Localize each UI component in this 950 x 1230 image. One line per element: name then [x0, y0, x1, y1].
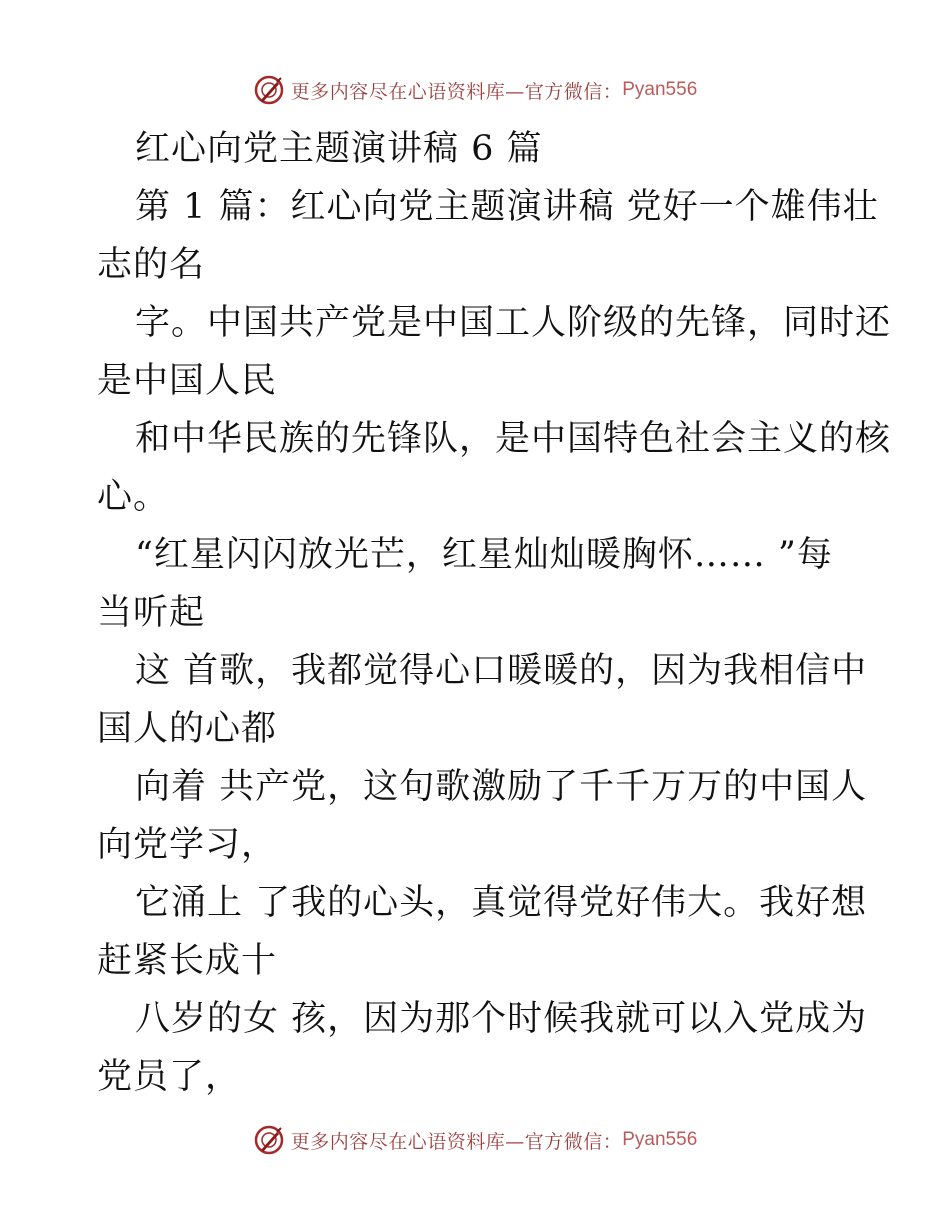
text-line: 它涌上 了我的心头，真觉得党好伟大。我好想	[135, 883, 868, 923]
text-line: “红星闪闪放光芒，红星灿灿暖胸怀…… ”每	[135, 535, 833, 575]
document-title: 红心向党主题演讲稿 6 篇	[135, 129, 543, 169]
header-banner-text: 更多内容尽在心语资料库—官方微信：	[290, 80, 623, 103]
text-line: 八岁的女 孩，因为那个时候我就可以入党成为	[135, 999, 868, 1039]
pen-logo-icon	[253, 1124, 285, 1156]
footer-banner-text: 更多内容尽在心语资料库—官方微信：	[290, 1130, 623, 1153]
header-banner-wechat: Pyan556	[622, 79, 698, 100]
text-line: 党员了，	[97, 1057, 242, 1097]
document-body	[97, 120, 892, 1106]
footer-watermark-banner	[0, 1120, 950, 1160]
pen-logo-icon	[253, 74, 285, 106]
text-line: 这 首歌，我都觉得心口暖暖的，因为我相信中	[135, 651, 868, 691]
text-line: 是中国人民	[97, 361, 278, 401]
text-line: 赶紧长成十	[97, 941, 278, 981]
text-line: 心。	[97, 477, 170, 517]
text-line: 国人的心都	[97, 709, 278, 749]
text-line: 志的名	[97, 245, 206, 285]
text-line: 向党学习，	[97, 825, 278, 865]
text-line: 第 1 篇：红心向党主题演讲稿 党好一个雄伟壮	[135, 187, 879, 227]
text-line: 和中华民族的先锋队，是中国特色社会主义的核	[135, 419, 892, 459]
text-line: 当听起	[97, 593, 206, 633]
text-line: 字。中国共产党是中国工人阶级的先锋，同时还	[135, 303, 892, 343]
text-line: 向着 共产党，这句歌激励了千千万万的中国人	[135, 767, 868, 807]
header-watermark-banner	[0, 70, 950, 110]
footer-banner-wechat: Pyan556	[622, 1129, 698, 1150]
